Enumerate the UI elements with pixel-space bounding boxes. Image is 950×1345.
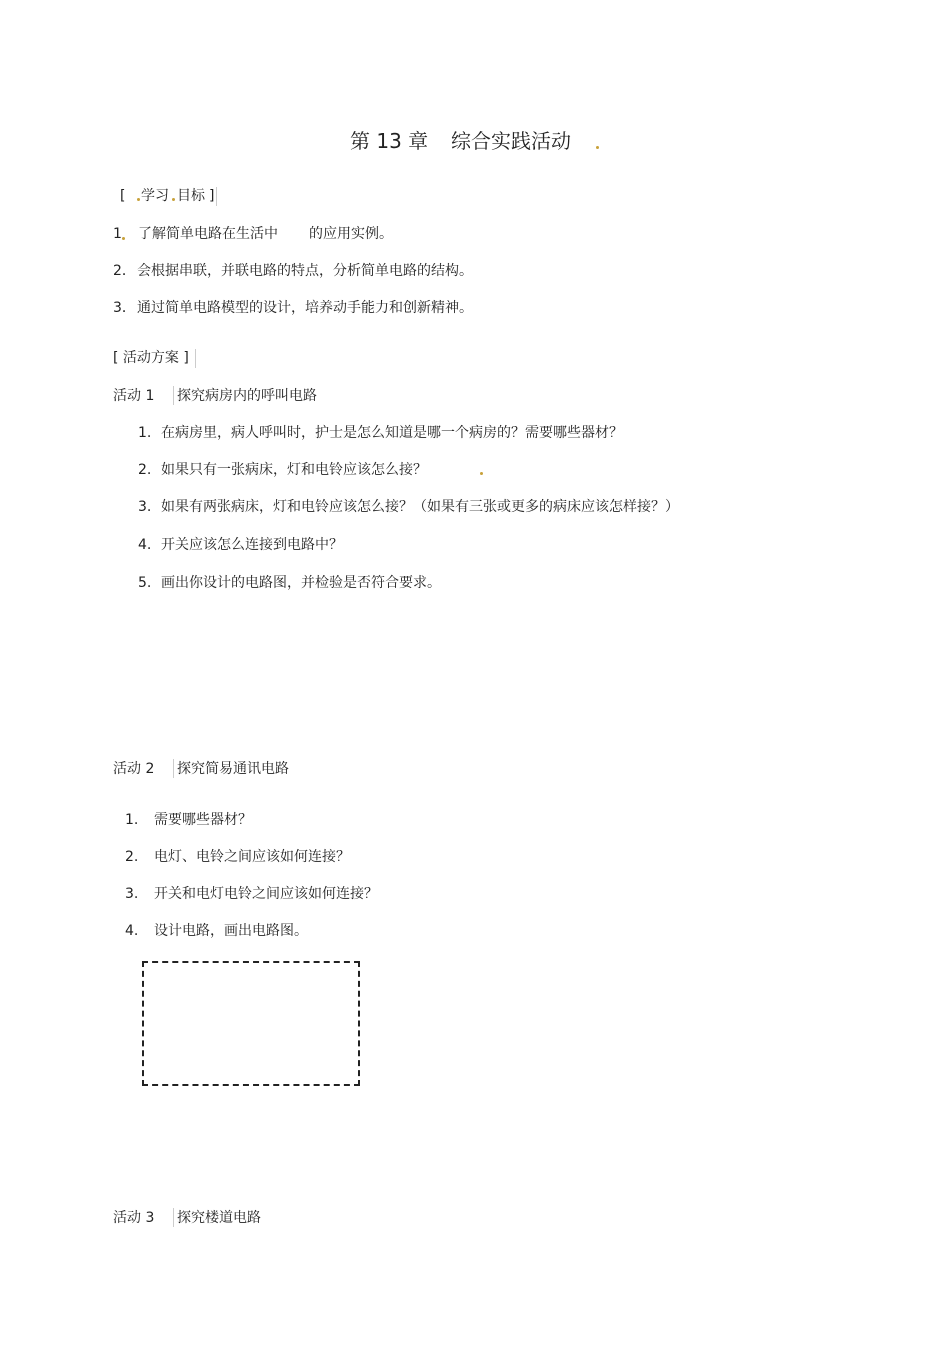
speck-mark (480, 472, 483, 475)
list-item: 开关应该怎么连接到电路中？ (161, 537, 343, 553)
objective-text: 会根据串联，并联电路的特点，分析简单电路的结构。 (137, 263, 473, 279)
activity-3-title: 探究楼道电路 (177, 1210, 261, 1226)
list-item: 如果只有一张病床，灯和电铃应该怎么接？ (161, 462, 427, 478)
objective-text: 了解简单电路在生活中 (138, 226, 278, 242)
objectives-open-bracket: [ (120, 188, 126, 204)
objectives-heading-a: 学习 (141, 188, 169, 204)
objective-number: 3． (113, 300, 136, 316)
list-item-number: 3. (138, 499, 152, 515)
speck-mark (596, 146, 599, 149)
list-item-number: 5. (138, 575, 152, 591)
list-item: 需要哪些器材？ (154, 812, 252, 828)
activity-3-label: 活动 3 (113, 1210, 155, 1226)
chapter-number: 第 13 章 (350, 129, 429, 153)
activity-2-title: 探究简易通讯电路 (177, 761, 289, 777)
objective-number: 2． (113, 263, 136, 279)
list-item-number: 2. (125, 849, 139, 865)
objective-text: 通过简单电路模型的设计，培养动手能力和创新精神。 (137, 300, 473, 316)
text-cursor-mark (173, 759, 174, 778)
text-cursor-mark (173, 386, 174, 405)
text-cursor-mark (216, 187, 217, 206)
objectives-close-bracket: ] (209, 188, 215, 204)
text-cursor-mark (173, 1208, 174, 1227)
list-item: 开关和电灯电铃之间应该如何连接？ (154, 886, 378, 902)
speck-mark (122, 237, 125, 240)
objectives-heading-b: 目标 (177, 188, 205, 204)
circuit-drawing-box (142, 961, 360, 1086)
list-item: 画出你设计的电路图，并检验是否符合要求。 (161, 575, 441, 591)
speck-mark (137, 198, 140, 201)
objective-text: 的应用实例。 (309, 226, 393, 242)
activity-2-label: 活动 2 (113, 761, 155, 777)
list-item: 设计电路，画出电路图。 (154, 923, 308, 939)
speck-mark (172, 198, 175, 201)
page-title: 综合实践活动 (451, 129, 571, 153)
list-item-number: 1. (138, 425, 152, 441)
plan-heading: [ 活动方案 ] (113, 350, 189, 366)
activity-1-label: 活动 1 (113, 388, 155, 404)
list-item: 在病房里，病人呼叫时，护士是怎么知道是哪一个病房的？需要哪些器材？ (161, 425, 623, 441)
list-item-number: 1. (125, 812, 139, 828)
list-item-number: 2. (138, 462, 152, 478)
list-item-number: 3. (125, 886, 139, 902)
list-item-number: 4. (138, 537, 152, 553)
list-item-number: 4. (125, 923, 139, 939)
list-item: 如果有两张病床，灯和电铃应该怎么接？（如果有三张或更多的病床应该怎样接？） (161, 499, 679, 515)
objective-number: 1 (113, 226, 122, 242)
text-cursor-mark (195, 349, 196, 368)
list-item: 电灯、电铃之间应该如何连接？ (154, 849, 350, 865)
activity-1-title: 探究病房内的呼叫电路 (177, 388, 317, 404)
